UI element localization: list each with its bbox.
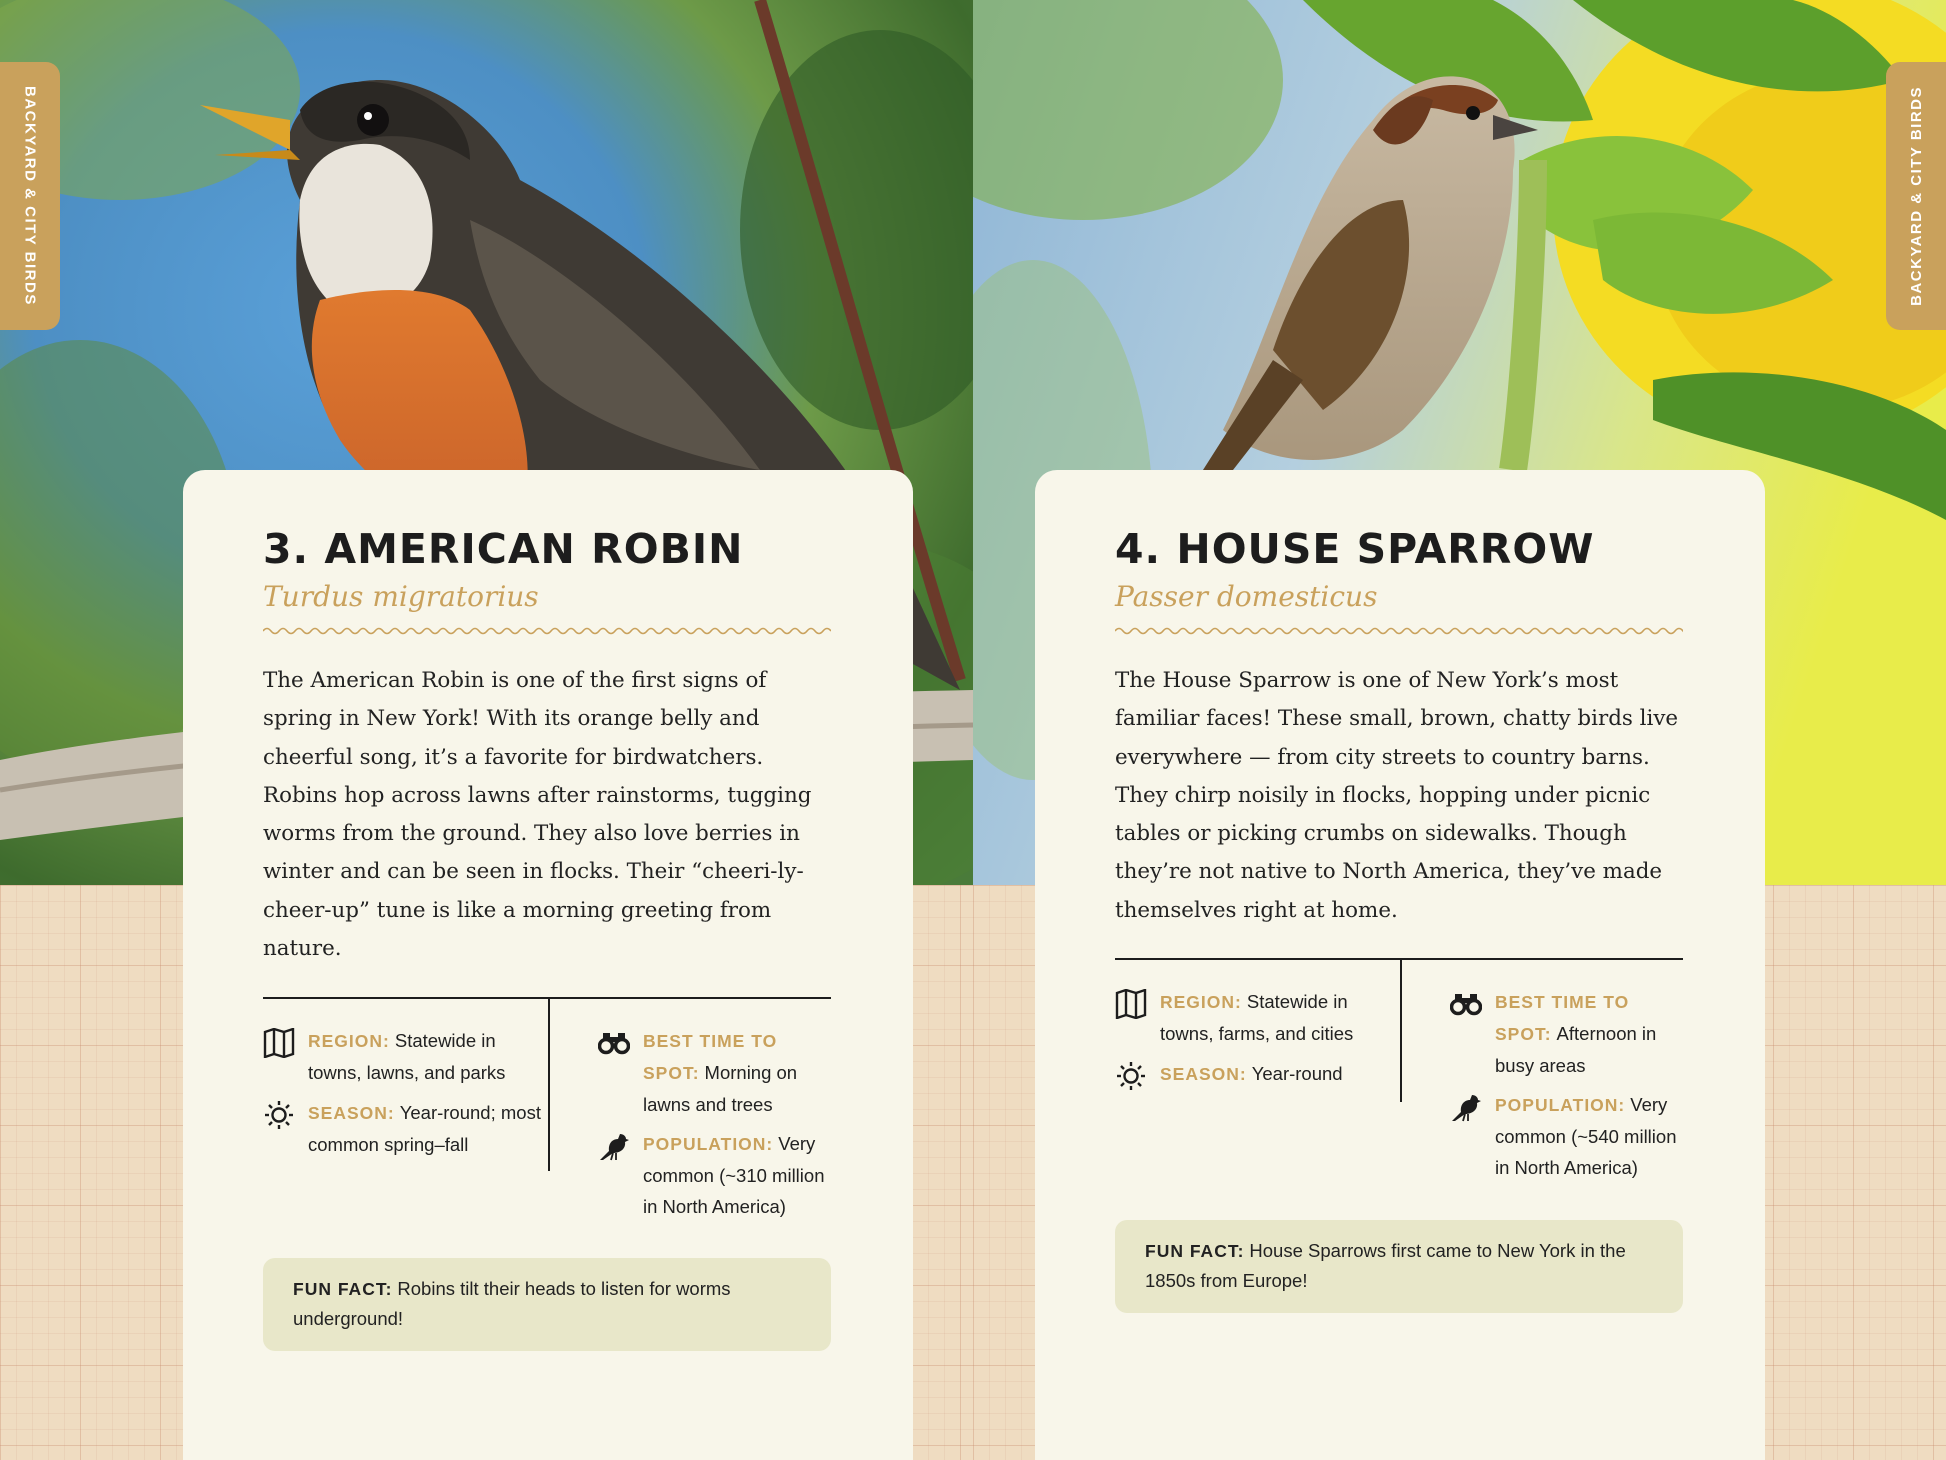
bird-icon [598, 1131, 630, 1161]
binoculars-icon [598, 1028, 630, 1058]
scientific-name: Passer domesticus [1115, 580, 1378, 613]
species-card-robin [183, 470, 913, 1460]
info-column-left [263, 999, 550, 1171]
section-tab-label: BACKYARD & CITY BIRDS [21, 86, 39, 306]
sun-icon [263, 1100, 295, 1130]
sun-icon [1115, 1061, 1147, 1091]
population-value: Very common (~310 million in North America) [643, 1133, 825, 1217]
season-value: Year-round [1251, 1063, 1343, 1084]
species-card-sparrow [1035, 470, 1765, 1460]
season-label: SEASON: [1160, 1064, 1247, 1084]
scientific-name: Turdus migratorius [263, 580, 539, 613]
fun-fact-label: FUN FACT: [1145, 1241, 1245, 1261]
map-icon [263, 1028, 295, 1058]
region-label: REGION: [1160, 992, 1242, 1012]
binoculars-icon [1450, 989, 1482, 1019]
population-label: POPULATION: [1495, 1095, 1626, 1115]
best-time-value: Afternoon in busy areas [1495, 1023, 1657, 1076]
region-value: Statewide in towns, farms, and cities [1160, 991, 1354, 1044]
fun-fact-value: Robins tilt their heads to listen for worms underground! [293, 1278, 731, 1329]
fun-fact-box [263, 1258, 831, 1351]
species-title: 3. AMERICAN ROBIN [263, 525, 744, 573]
fun-fact-value: House Sparrows first came to New York in the 1850s from Europe! [1145, 1240, 1626, 1291]
section-tab [0, 62, 60, 330]
season-label: SEASON: [308, 1103, 395, 1123]
region-value: Statewide in towns, lawns, and parks [308, 1030, 506, 1083]
right-page [973, 0, 1946, 1460]
section-tab [1886, 62, 1946, 330]
species-description: The American Robin is one of the first signs of spring in New York! With its orange belly and cheerful song, it’s a favorite for birdwatchers. Robins hop across lawns after rainstorms, tugging worms from the ground. They also love berries in winter and can be seen in flocks. Their “cheeri-ly-cheer-up” tune is like a morning greeting from nature. [263, 668, 812, 962]
best-time-label: BEST TIME TO SPOT: [1495, 992, 1630, 1044]
best-time-label: BEST TIME TO SPOT: [643, 1031, 778, 1083]
species-description: The House Sparrow is one of New York’s most familiar faces! These small, brown, chatty birds live everywhere — from city streets to country barns. They chirp noisily in flocks, hopping under picnic tables or picking crumbs on sidewalks. Though they’re not native to North America, they’ve made themselves right at home. [1115, 668, 1679, 923]
species-title: 4. HOUSE SPARROW [1115, 525, 1595, 573]
squiggle-divider [1115, 626, 1683, 636]
info-panel [263, 997, 831, 1217]
section-tab-label: BACKYARD & CITY BIRDS [1907, 86, 1925, 306]
region-label: REGION: [308, 1031, 390, 1051]
season-value: Year-round; most common spring–fall [308, 1102, 541, 1155]
population-value: Very common (~540 million in North America) [1495, 1094, 1677, 1178]
best-time-value: Morning on lawns and trees [643, 1062, 798, 1115]
squiggle-divider [263, 626, 831, 636]
info-column-left [1115, 960, 1402, 1102]
info-panel [1115, 958, 1683, 1178]
map-icon [1115, 989, 1147, 1019]
bird-icon [1450, 1092, 1482, 1122]
population-label: POPULATION: [643, 1134, 774, 1154]
fun-fact-label: FUN FACT: [293, 1279, 393, 1299]
fun-fact-box [1115, 1220, 1683, 1313]
